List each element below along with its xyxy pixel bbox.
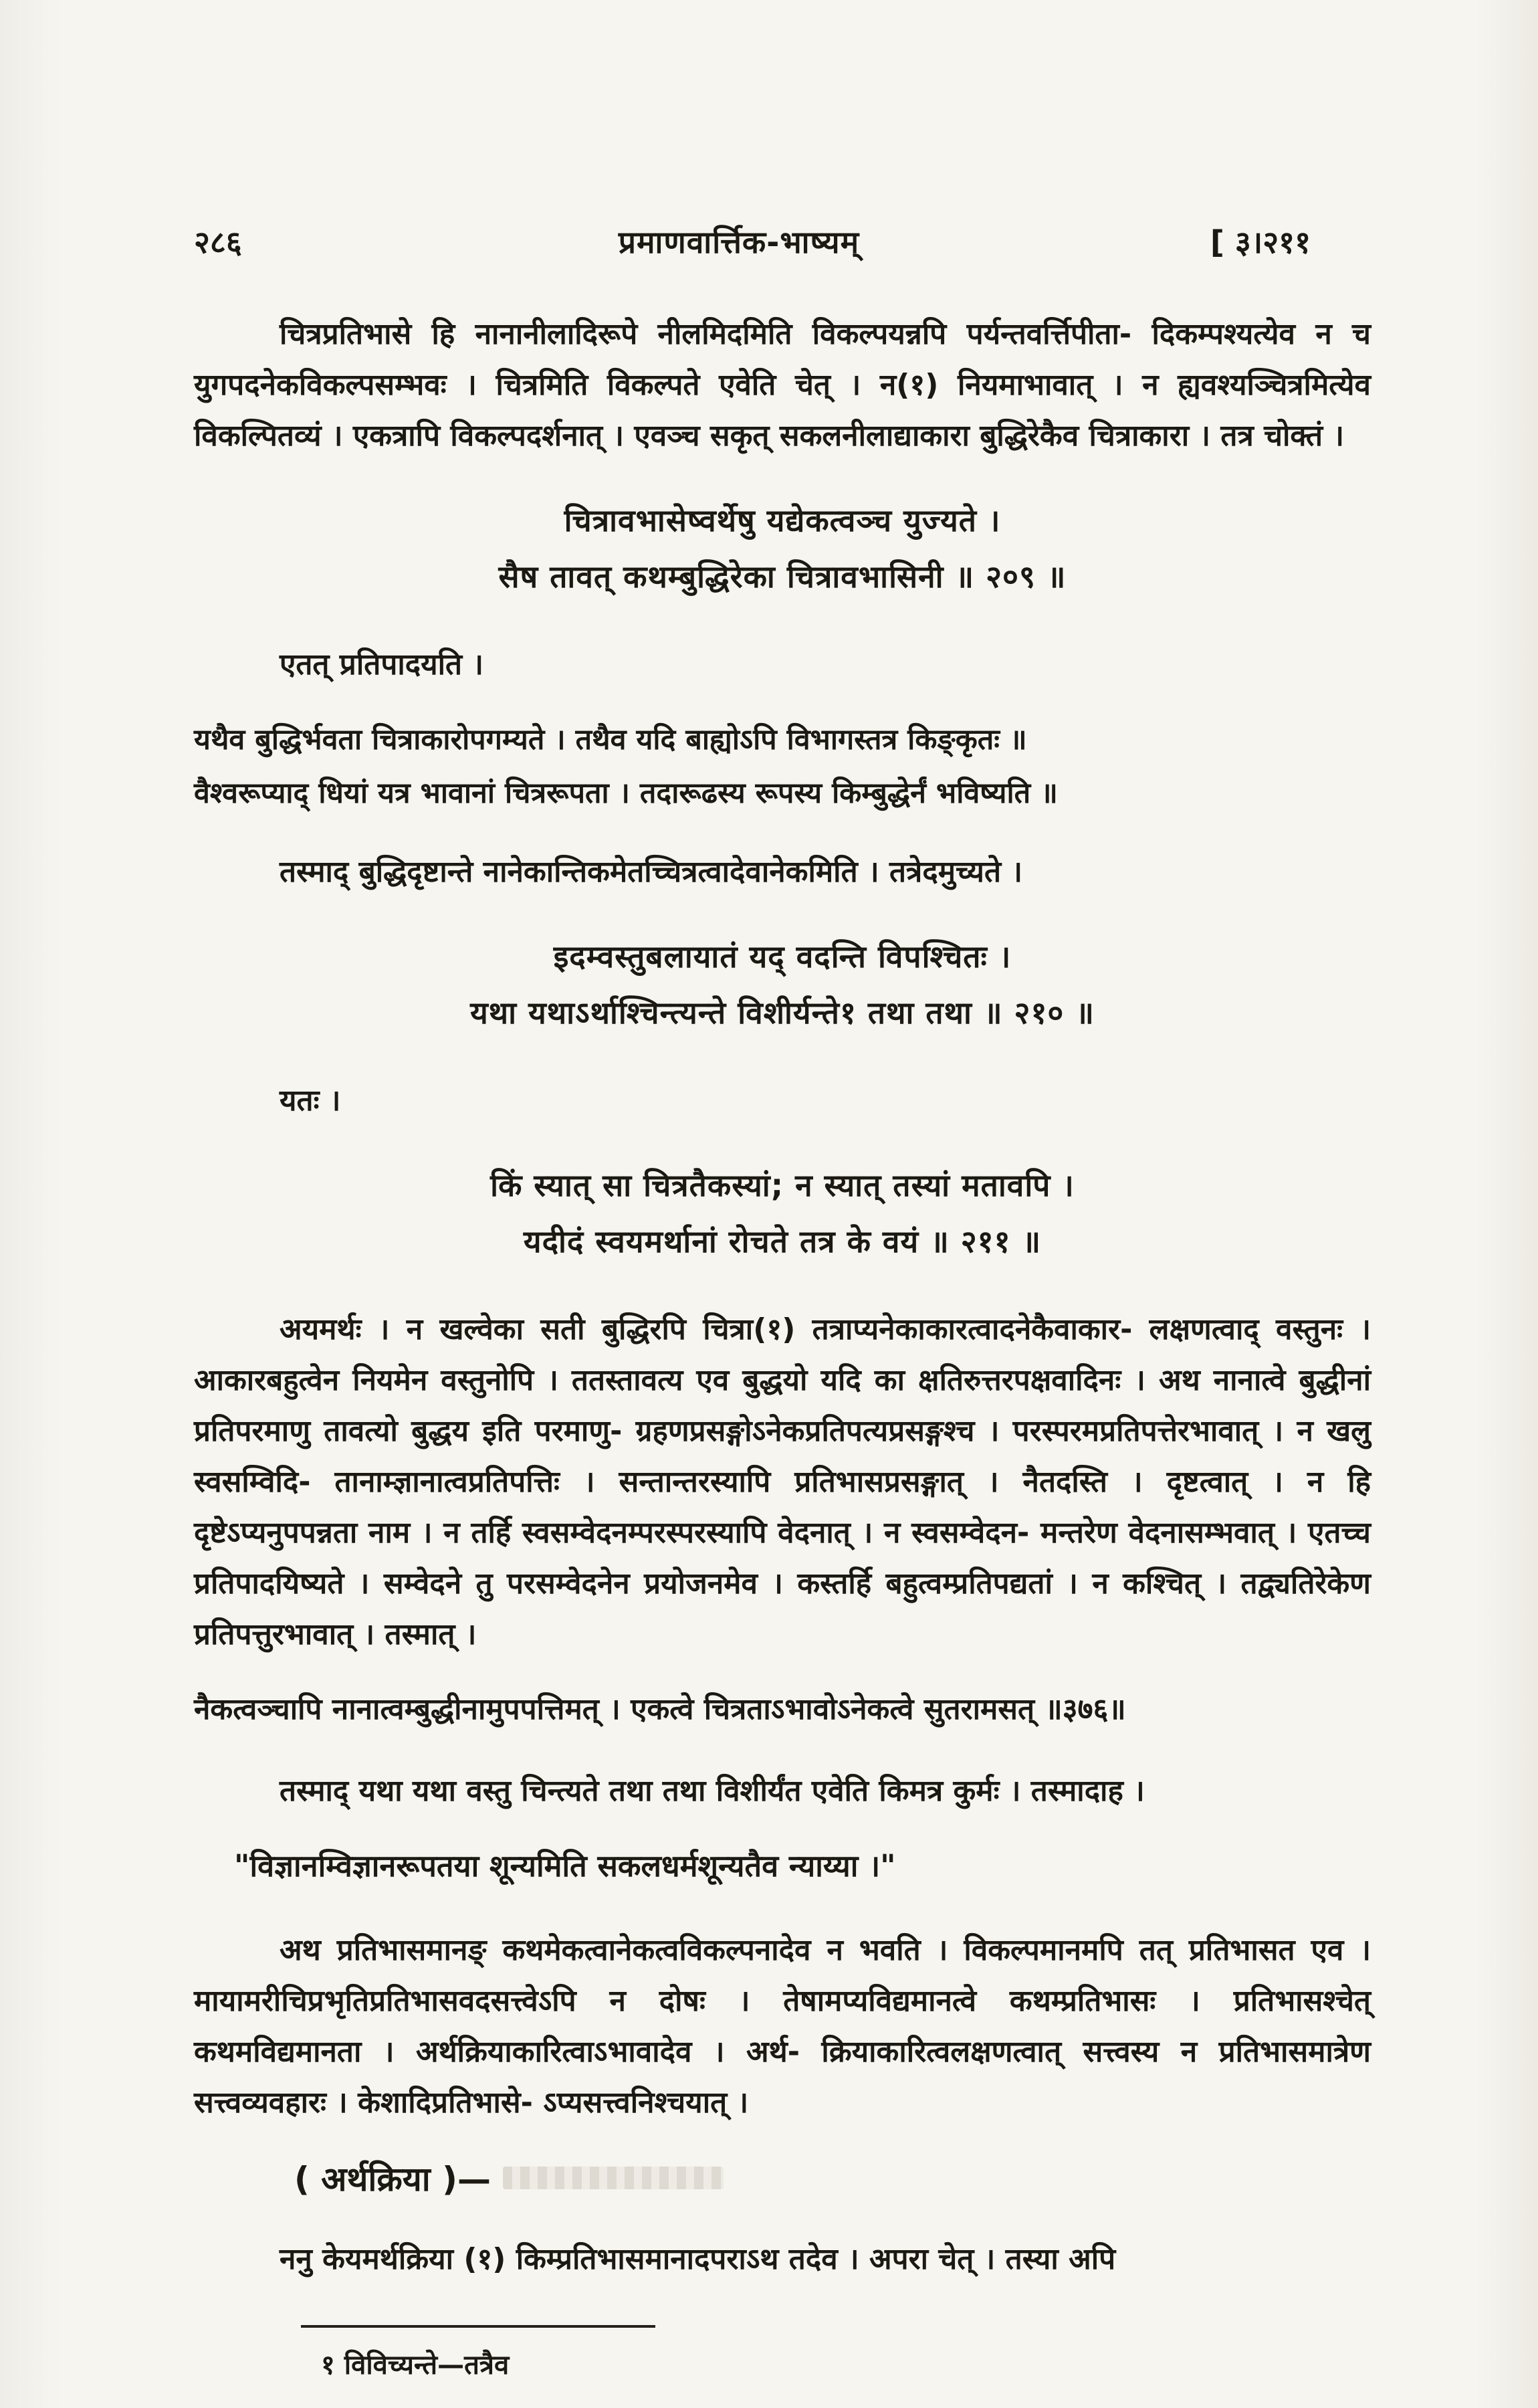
verse-209-line-1: चित्रावभासेष्वर्थेषु यद्येकत्वञ्च युज्यते ।	[564, 502, 1001, 538]
verse-209	[194, 492, 1371, 605]
verse-376-inline: नैकत्वञ्चापि नानात्वम्बुद्धीनामुपपत्तिमत् । एकत्वे चित्रताऽभावोऽनेकत्वे सुतरामसत् ॥३७६॥	[194, 1692, 1126, 1726]
lead-yatah: यतः ।	[280, 1084, 341, 1118]
print-smudge-mark	[503, 2167, 724, 2189]
footnote-rule	[301, 2325, 655, 2328]
section-heading-arthakriya	[294, 2155, 1371, 2201]
page-body	[194, 309, 1371, 2285]
paragraph-nanu-keyam: ननु केयमर्थक्रिया (१) किम्प्रतिभासमानादपराऽथ तदेव । अपरा चेत् । तस्या अपि	[280, 2242, 1116, 2276]
footnote-text: १ विविच्यन्ते—तत्रैव	[321, 2350, 510, 2381]
paragraph-citrapratibhase: चित्रप्रतिभासे हि नानानीलादिरूपे नीलमिदमिति विकल्पयन्नपि पर्यन्तवर्त्तिपीता- दिकम्पश्यत्येव न च युगपदनेकविकल्पसम्भवः । चित्रमिति विकल्पते एवेति चेत् । न(१) नियमाभावात् । न ह्यवश्यञ्चित्रमित्येव विकल्पितव्यं । एकत्रापि विकल्पदर्शनात् । एवञ्च सकृत् सकलनीलाद्याकारा बुद्धिरेकैव चित्राकारा । तत्र चोक्तं ।	[194, 317, 1371, 453]
lead-etat-pratipadayati: एतत् प्रतिपादयति ।	[280, 647, 484, 682]
verse-211-line-2: यदीदं स्वयमर्थानां रोचते तत्र के वयं ॥ २११ ॥	[523, 1223, 1042, 1260]
paragraph-atha-pratibhasa: अथ प्रतिभासमानङ् कथमेकत्वानेकत्वविकल्पनादेव न भवति । विकल्पमानमपि तत् प्रतिभासत एव । मायामरीचिप्रभृतिप्रतिभासवदसत्त्वेऽपि न दोषः । तेषामप्यविद्यमानत्वे कथम्प्रतिभासः । प्रतिभासश्चेत् कथमविद्यमानता । अर्थक्रियाकारित्वाऽभावादेव । अर्थ- क्रियाकारित्वलक्षणत्वात् सत्त्वस्य न प्रतिभासमात्रेण सत्त्वव्यवहारः । केशादिप्रतिभासे- ऽप्यसत्त्वनिश्चयात् ।	[194, 1933, 1371, 2120]
running-title: प्रमाणवार्त्तिक-भाष्यम्	[618, 224, 860, 260]
page-number: २८६	[194, 224, 242, 260]
verse-211-line-1: किं स्यात् सा चित्रतैकस्यां; न स्यात् तस्यां मतावपि ।	[490, 1167, 1075, 1203]
paragraph-ayamarthah: अयमर्थः । न खल्वेका सती बुद्धिरपि चित्रा(१) तत्राप्यनेकाकारत्वादनेकैवाकार- लक्षणत्वाद् वस्तुनः । आकारबहुत्वेन नियमेन वस्तुनोपि । ततस्तावत्य एव बुद्धयो यदि का क्षतिरुत्तरपक्षवादिनः । अथ नानात्वे बुद्धीनां प्रतिपरमाणु तावत्यो बुद्धय इति परमाणु- ग्रहणप्रसङ्गोऽनेकप्रतिपत्यप्रसङ्गश्च । परस्परमप्रतिपत्तेरभावात् । न खलु स्वसम्विदि- तानाम्ज्ञानात्वप्रतिपत्तिः । सन्तान्तरस्यापि प्रतिभासप्रसङ्गात् । नैतदस्ति । दृष्टत्वात् । न हि दृष्टेऽप्यनुपपन्नता नाम । न तर्हि स्वसम्वेदनम्परस्परस्यापि वेदनात् । न स्वसम्वेदन- मन्तरेण वेदनासम्भवात् । एतच्च प्रतिपादयिष्यते । सम्वेदने तु परसम्वेदनेन प्रयोजनमेव । कस्तर्हि बहुत्वम्प्रतिपद्यतां । न कश्चित् । तद्व्यतिरेकेण प्रतिपत्तुरभावात् । तस्मात् ।	[194, 1312, 1371, 1651]
quoted-karika-line-2: वैश्वरूप्याद् धियां यत्र भावानां चित्ररूपता । तदारूढस्य रूपस्य किम्बुद्धेर्नं भविष्यति ॥	[194, 777, 1058, 810]
verse-210	[194, 928, 1371, 1041]
verse-211	[194, 1157, 1371, 1270]
verse-210-line-2: यथा यथाऽर्थाश्चिन्त्यन्ते विशीर्यन्ते१ तथा तथा ॥ २१० ॥	[470, 995, 1095, 1031]
section-heading-text: ( अर्थक्रिया )—	[294, 2160, 491, 2199]
quoted-karika-line-1: यथैव बुद्धिर्भवता चित्राकारोपगम्यते । तथैव यदि बाह्योऽपि विभागस्तत्र किङ्कृतः ॥	[194, 723, 1027, 757]
verse-210-line-1: इदम्वस्तुबलायातं यद् वदन्ति विपश्चितः ।	[553, 938, 1012, 975]
verse-209-line-2: सैष तावत् कथम्बुद्धिरेका चित्रावभासिनी ॥ २०९ ॥	[498, 559, 1067, 595]
page-footer	[194, 2325, 1371, 2382]
paragraph-tasmad-buddhi: तस्माद् बुद्धिदृष्टान्ते नानेकान्तिकमेतच्चित्रत्वादेवानेकमिति । तत्रेदमुच्यते ।	[280, 855, 1023, 889]
paragraph-tasmad-yatha: तस्माद् यथा यथा वस्तु चिन्त्यते तथा तथा विशीर्यंत एवेति किमत्र कुर्मः । तस्मादाह ।	[280, 1774, 1145, 1808]
quoted-karika-pair	[194, 713, 1371, 820]
vijnana-quote: "विज्ञानम्विज्ञानरूपतया शून्यमिति सकलधर्मशून्यतैव न्याय्या ।"	[234, 1848, 896, 1884]
page-header	[194, 221, 1371, 262]
verse-reference: [ ३।२११	[1210, 224, 1311, 260]
